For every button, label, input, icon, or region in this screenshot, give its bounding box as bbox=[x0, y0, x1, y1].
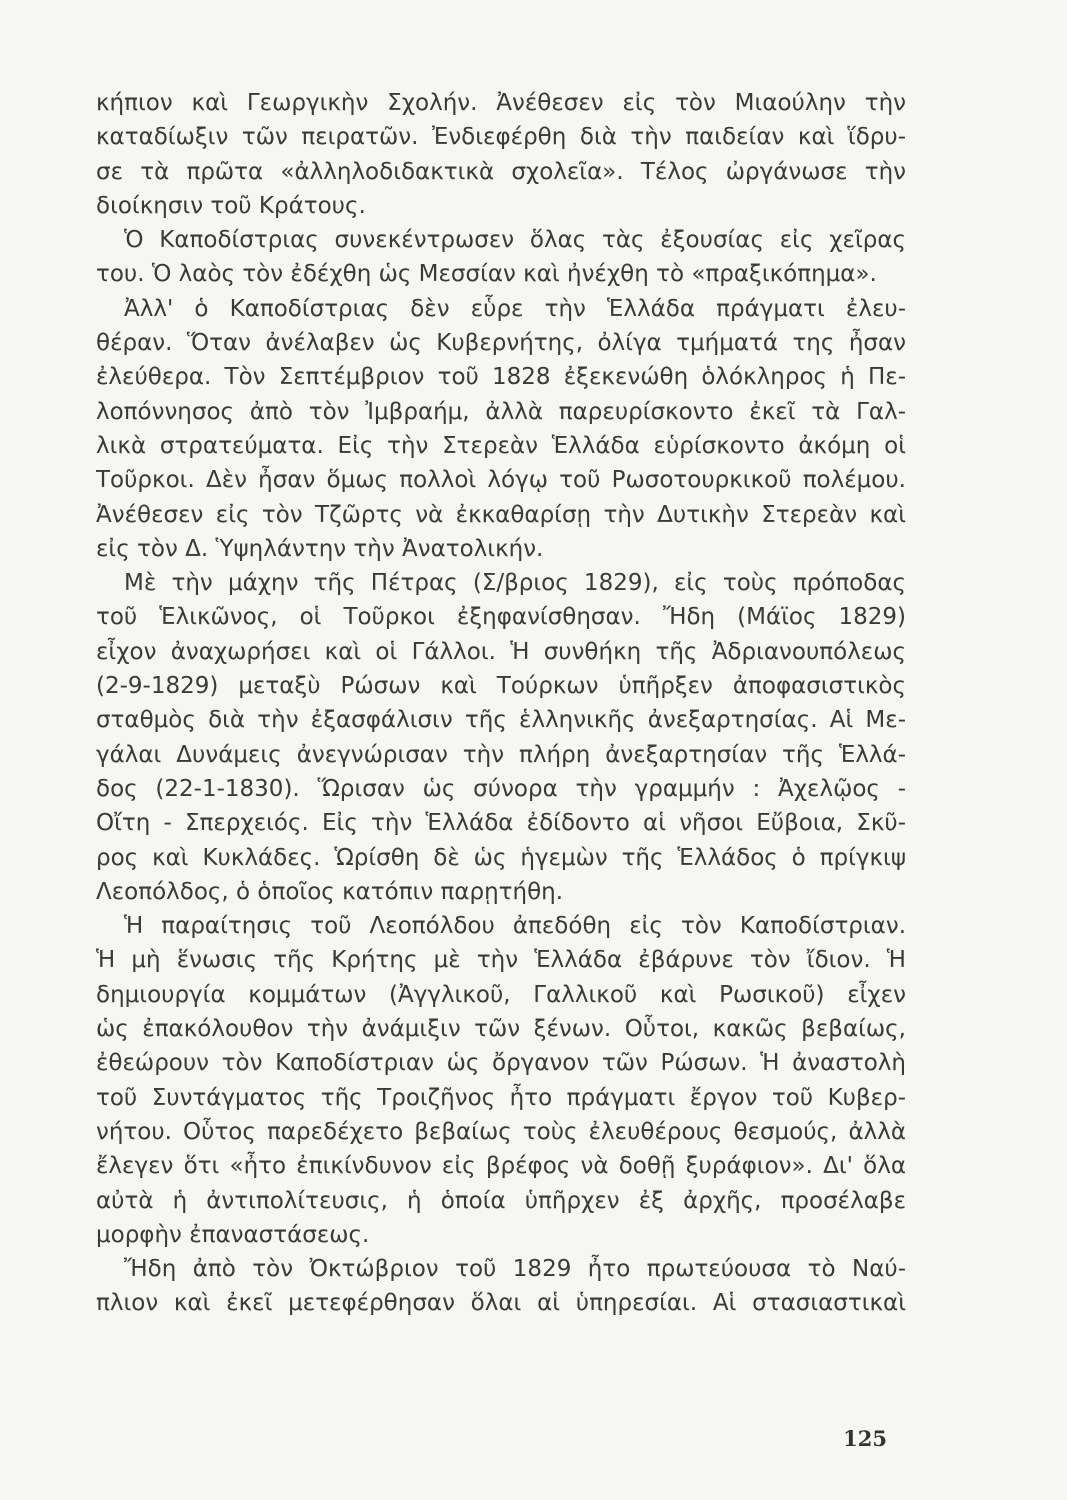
text-line: Ἡ παραίτησις τοῦ Λεοπόλδου ἀπεδόθη εἰς τὸν Καποδίστριαν. bbox=[124, 913, 906, 940]
text-line: Ὁ Καποδίστριας συνεκέντρωσεν ὅλας τὰς ἐξουσίας εἰς χεῖρας bbox=[124, 227, 906, 254]
page-number: 125 bbox=[843, 1426, 887, 1451]
text-line: πλιον καὶ ἐκεῖ μετεφέρθησαν ὅλαι αἱ ὑπηρεσίαι. Αἱ στασιαστικαὶ bbox=[96, 1290, 906, 1317]
text-line: Ἀνέθεσεν εἰς τὸν Τζῶρτς νὰ ἐκκαθαρίσῃ τὴν Δυτικὴν Στερεὰν καὶ bbox=[96, 501, 906, 528]
text-line: λοπόννησος ἀπὸ τὸν Ἰμβραήμ, ἀλλὰ παρευρίσκοντο ἐκεῖ τὰ Γαλ- bbox=[96, 398, 906, 425]
text-line: νήτου. Οὗτος παρεδέχετο βεβαίως τοὺς ἐλευθέρους θεσμούς, ἀλλὰ bbox=[96, 1118, 906, 1145]
text-line: θέραν. Ὅταν ἀνέλαβεν ὡς Κυβερνήτης, ὀλίγα τμήματά της ἦσαν bbox=[96, 330, 906, 357]
text-line: γάλαι Δυνάμεις ἀνεγνώρισαν τὴν πλήρη ἀνεξαρτησίαν τῆς Ἑλλά- bbox=[96, 741, 906, 768]
text-line: Ἡ μὴ ἕνωσις τῆς Κρήτης μὲ τὴν Ἑλλάδα ἐβάρυνε τὸν ἴδιον. Ἡ bbox=[96, 947, 906, 974]
text-line: τοῦ Ἑλικῶνος, οἱ Τοῦρκοι ἐξηφανίσθησαν. Ἤδη (Μάϊος 1829) bbox=[96, 604, 906, 631]
text-line: ἐθεώρουν τὸν Καποδίστριαν ὡς ὄργανον τῶν Ρώσων. Ἡ ἀναστολὴ bbox=[96, 1050, 906, 1077]
text-line: ὡς ἐπακόλουθον τὴν ἀνάμιξιν τῶν ξένων. Οὗτοι, κακῶς βεβαίως, bbox=[96, 1016, 906, 1043]
text-line: σε τὰ πρῶτα «ἀλληλοδιδακτικὰ σχολεῖα». Τέλος ὠργάνωσε τὴν bbox=[96, 158, 906, 185]
text-line: τοῦ Συντάγματος τῆς Τροιζῆνος ἦτο πράγματι ἔργον τοῦ Κυβερ- bbox=[96, 1084, 906, 1111]
text-line: ἐλεύθερα. Τὸν Σεπτέμβριον τοῦ 1828 ἐξεκενώθη ὁλόκληρος ἡ Πε- bbox=[96, 364, 906, 391]
text-line: μορφὴν ἐπαναστάσεως. bbox=[96, 1221, 370, 1248]
text-line: λικὰ στρατεύματα. Εἰς τὴν Στερεὰν Ἑλλάδα εὑρίσκοντο ἀκόμη οἱ bbox=[96, 432, 906, 459]
text-line: Μὲ τὴν μάχην τῆς Πέτρας (Σ/βριος 1829), εἰς τοὺς πρόποδας bbox=[124, 570, 906, 597]
text-line: (2-9-1829) μεταξὺ Ρώσων καὶ Τούρκων ὑπῆρξεν ἀποφασιστικὸς bbox=[96, 673, 906, 700]
text-line: εἰς τὸν Δ. Ὑψηλάντην τὴν Ἀνατολικήν. bbox=[96, 535, 544, 562]
text-line: αὐτὰ ἡ ἀντιπολίτευσις, ἡ ὁποία ὑπῆρχεν ἐξ ἀρχῆς, προσέλαβε bbox=[96, 1187, 906, 1214]
text-line: Λεοπόλδος, ὁ ὁποῖος κατόπιν παρῃτήθη. bbox=[96, 878, 564, 905]
text-line: εἶχον ἀναχωρήσει καὶ οἱ Γάλλοι. Ἡ συνθήκη τῆς Ἀδριανουπόλεως bbox=[96, 638, 906, 665]
text-line: δος (22-1-1830). Ὥρισαν ὡς σύνορα τὴν γραμμήν : Ἀχελῷος - bbox=[96, 775, 906, 802]
text-line: ρος καὶ Κυκλάδες. Ὡρίσθη δὲ ὡς ἡγεμὼν τῆς Ἑλλάδος ὁ πρίγκιψ bbox=[96, 844, 906, 871]
text-line: Ἀλλ' ὁ Καποδίστριας δὲν εὗρε τὴν Ἑλλάδα πράγματι ἐλευ- bbox=[124, 295, 906, 322]
text-line: ἔλεγεν ὅτι «ἦτο ἐπικίνδυνον εἰς βρέφος νὰ δοθῇ ξυράφιον». Δι' ὅλα bbox=[96, 1153, 906, 1180]
text-line: Τοῦρκοι. Δὲν ἦσαν ὅμως πολλοὶ λόγῳ τοῦ Ρωσοτουρκικοῦ πολέμου. bbox=[96, 467, 906, 494]
text-line: διοίκησιν τοῦ Κράτους. bbox=[96, 192, 366, 219]
text-line: σταθμὸς διὰ τὴν ἐξασφάλισιν τῆς ἑλληνικῆς ἀνεξαρτησίας. Αἱ Με- bbox=[96, 707, 906, 734]
text-line: κήπιον καὶ Γεωργικὴν Σχολήν. Ἀνέθεσεν εἰς τὸν Μιαούλην τὴν bbox=[96, 90, 906, 116]
text-line: καταδίωξιν τῶν πειρατῶν. Ἐνδιεφέρθη διὰ τὴν παιδείαν καὶ ἵδρυ- bbox=[96, 124, 906, 151]
text-line: Οἴτη - Σπερχειός. Εἰς τὴν Ἑλλάδα ἐδίδοντο αἱ νῆσοι Εὔβοια, Σκῦ- bbox=[96, 810, 906, 837]
text-line: Ἤδη ἀπὸ τὸν Ὀκτώβριον τοῦ 1829 ἦτο πρωτεύουσα τὸ Ναύ- bbox=[124, 1256, 906, 1283]
body-text bbox=[96, 86, 906, 1321]
text-line: του. Ὁ λαὸς τὸν ἐδέχθη ὡς Μεσσίαν καὶ ἠνέχθη τὸ «πραξικόπημα». bbox=[96, 261, 877, 288]
text-line: δημιουργία κομμάτων (Ἀγγλικοῦ, Γαλλικοῦ καὶ Ρωσικοῦ) εἶχεν bbox=[96, 981, 906, 1008]
